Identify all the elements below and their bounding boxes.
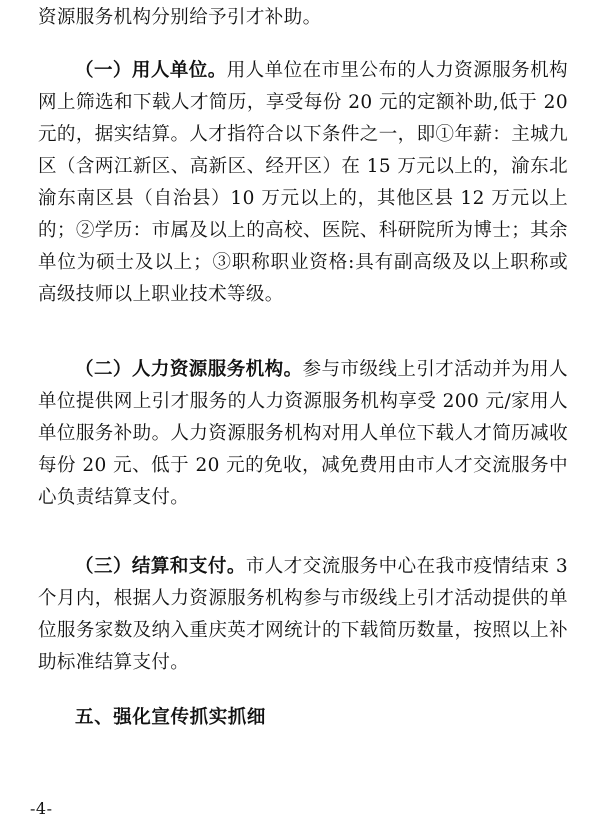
paragraph-body-hr-agency: 参与市级线上引才活动并为用人单位提供网上引才服务的人力资源服务机构享受 200 元/家用人单位服务补助。人力资源服务机构对用人单位下载人才简历减收每份 20 元、低于 20 元的免收，减免费用由市人才交流服务中心负责结算支付。 [38,359,568,508]
paragraph-hr-agency-subsidy [38,354,568,514]
continuation-paragraph [38,2,568,34]
continuation-text: 资源服务机构分别给予引才补助。 [38,7,322,28]
paragraph-lead-hr-agency: （二）人力资源服务机构。 [75,359,303,380]
section-heading: 五、强化宣传抓实抓细 [75,707,267,728]
paragraph-settlement-payment [38,551,568,679]
page-number: -4- [30,799,53,818]
paragraph-body-settlement: 市人才交流服务中心在我市疫情结束 3 个月内，根据人力资源服务机构参与市级线上引才活动提供的单位服务家数及纳入重庆英才网统计的下载简历数量，按照以上补助标准结算支付。 [38,556,568,673]
paragraph-lead-settlement: （三）结算和支付。 [75,556,246,577]
paragraph-body-employer: 用人单位在市里公布的人力资源服务机构网上筛选和下载人才简历，享受每份 20 元的定额补助,低于 20 元的，据实结算。人才指符合以下条件之一，即①年薪：主城九区（含两江新区、高新区、经开区）在 15 万元以上的，渝东北渝东南区县（自治县）10 万元以上的，其他区县 12 万元以上的；②学历：市属及以上的高校、医院、科研院所为博士；其余单位为硕士及以上；③职称职业资格:具有副高级及以上职称或高级技师以上职业技术等级。 [38,60,569,305]
paragraph-employer-subsidy [38,55,568,311]
paragraph-lead-employer: （一）用人单位。 [75,60,227,81]
